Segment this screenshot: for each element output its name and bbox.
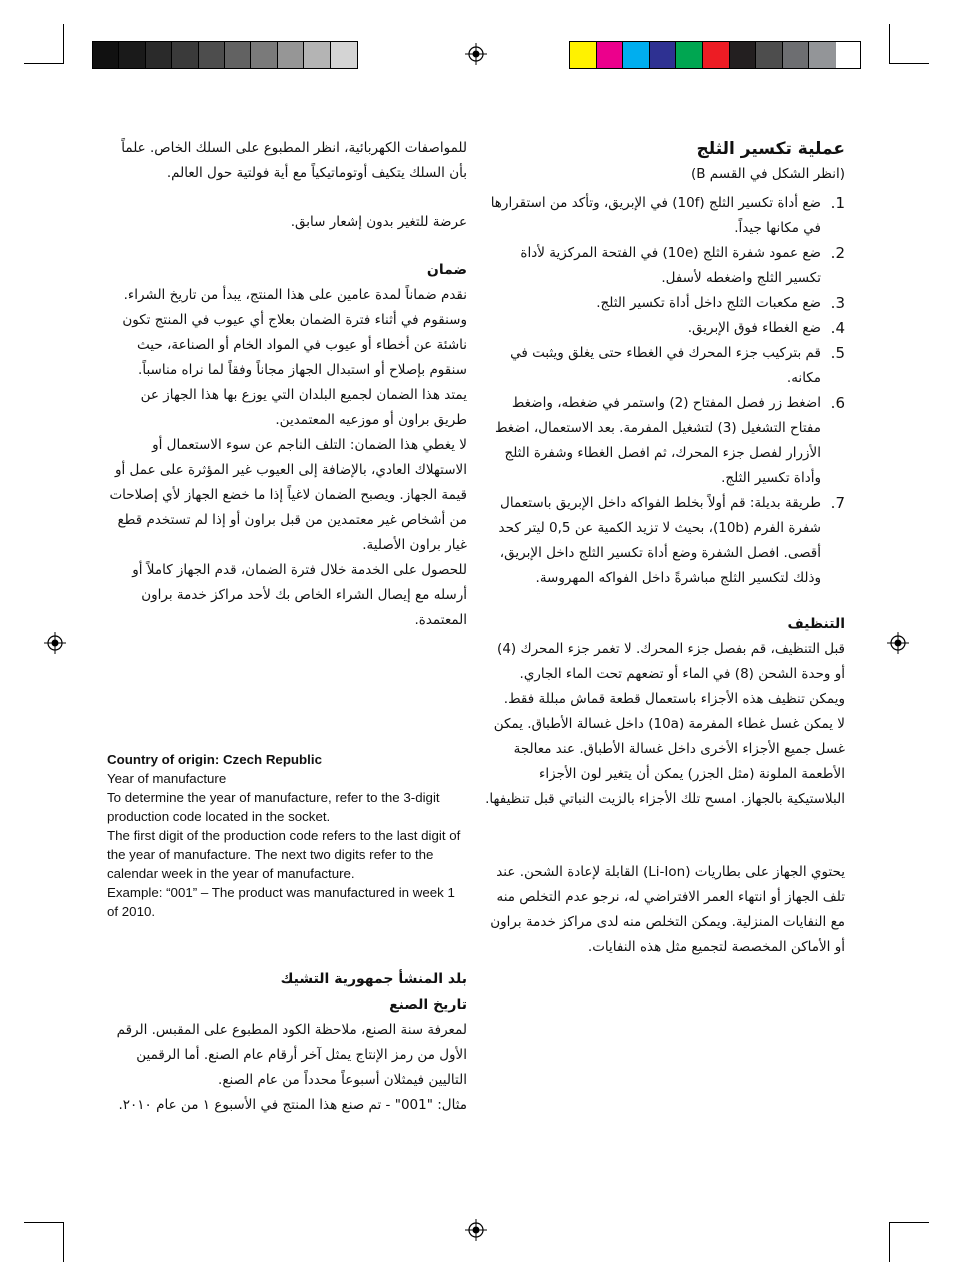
crop-mark [63,24,64,64]
origin-country-en: Country of origin: Czech Republic [107,752,322,767]
crop-mark [24,1222,64,1223]
crop-mark [889,63,929,64]
origin-paragraph-ar: مثال: "001" - تم صنع هذا المنتج في الأسبوع ١ من عام ٢٠١٠. [118,1097,467,1113]
crop-mark [889,1222,929,1223]
list-item: 7. طريقة بديلة: قم أولاً بخلط الفواكه داخل الإبريق باستعمال شفرة الفرم (10b)، بحيث لا تزيد الكمية عن 0,5 ليتر كحد أقصى. افصل الشفرة وضع أداة تكسير الثلج داخل الإبريق، وذلك لتكسير الثلج مباشرةً داخل الفواكه المهروسة. [498,494,845,586]
origin-year-en: Year of manufacture [107,771,227,786]
registration-mark-icon [465,43,487,65]
list-item: 2. ضع عمود شفرة الثلج (10e) في الفتحة المركزية لأداة تكسير الثلج واضغطه لأسفل. [520,244,845,286]
crop-mark [24,63,64,64]
color-swatch [199,42,225,68]
color-swatch [570,42,597,68]
color-swatch [225,42,251,68]
color-swatch [93,42,119,68]
change-notice: عرضة للتغير بدون إشعار سابق. [290,214,467,230]
color-swatch [172,42,198,68]
color-swatch [304,42,330,68]
battery-paragraph: يحتوي الجهاز على بطاريات (Li-Ion) القابلة لإعادة الشحن. عند تلف الجهاز أو انتهاء العمر الافتراضي له، نرجو عدم التخلص منه مع النفايات المنزلية. ويمكن التخلص منه لدى مراكز خدمة براون أو الأماكن المخصصة لتجميع مثل هذه النفايات. [490,864,845,955]
color-swatch [730,42,757,68]
registration-mark-icon [465,1219,487,1241]
origin-english-block [107,750,467,921]
color-swatch [597,42,624,68]
ice-crushing-reference: (انظر الشكل في القسم B) [690,166,845,182]
ice-crushing-steps [485,191,845,591]
crop-mark [889,24,890,64]
list-item: 4. ضع الغطاء فوق الإبريق. [687,319,845,337]
color-swatch [703,42,730,68]
color-bar [569,41,861,69]
warranty-paragraph: نقدم ضماناً لمدة عامين على هذا المنتج، يبدأ من تاريخ الشراء. وسنقوم في أثناء فترة الضمان بعلاج أي عيوب في المنتج تكون ناشئة عن أخطاء أو عيوب في المواد الخام أو الصناعة، حيث سنقوم بإصلاح أو استبدال الجهاز مجاناً وفقاً لما نراه مناسباً. [122,287,467,378]
color-swatch [756,42,783,68]
cleaning-title: التنظيف [787,616,845,632]
color-swatch [809,42,836,68]
cleaning-paragraph: لا يمكن غسل غطاء المفرمة (10a) داخل غسالة الأطباق. يمكن غسل جميع الأجزاء الأخرى داخل غسالة الأطباق. عند معالجة الأطعمة الملونة (مثل الجزر) يمكن أن يتغير لون الأجزاء البلاستيكية بالجهاز. امسح تلك الأجزاء بالزيت النباتي قبل تنظيفها. [485,716,845,807]
warranty-paragraph: يمتد هذا الضمان لجميع البلدان التي يوزع بها هذا الجهاز عن طريق براون أو موزعيه المعتمدين. [140,387,467,428]
color-swatch [783,42,810,68]
origin-paragraph-ar: لمعرفة سنة الصنع، ملاحظة الكود المطبوع على المقبس. الرقم الأول من رمز الإنتاج يمثل آخر أرقام عام الصنع. أما الرقمين التاليين فيمثلان أسبوعاً محدداً من عام الصنع. [116,1022,467,1088]
origin-year-ar: تاريخ الصنع [389,997,467,1013]
crop-mark [63,1222,64,1262]
left-column [107,136,467,633]
origin-paragraph-en: To determine the year of manufacture, refer to the 3-digit production code located in the socket. [107,790,440,824]
registration-mark-icon [887,632,909,654]
registration-mark-icon [44,632,66,654]
right-column [485,136,845,960]
origin-arabic-block [107,966,467,1118]
color-swatch [623,42,650,68]
color-swatch [278,42,304,68]
ice-crushing-title: عملية تكسير الثلج [696,139,845,159]
warranty-title: ضمان [426,262,467,278]
color-swatch [119,42,145,68]
color-swatch [251,42,277,68]
color-swatch [331,42,357,68]
list-item: 5. قم بتركيب جزء المحرك في الغطاء حتى يغلق ويثبت في مكانه. [510,344,845,386]
list-item: 3. ضع مكعبات الثلج داخل أداة تكسير الثلج. [596,294,845,312]
cleaning-paragraph: قبل التنظيف، قم بفصل جزء المحرك. لا تغمر جزء المحرك (4) أو وحدة الشحن (8) في الماء أو تضعهم تحت الماء الجاري. ويمكن تنظيف هذه الأجزاء باستعمال قطعة قماش مبللة فقط. [497,641,845,707]
color-swatch [146,42,172,68]
grayscale-bar [92,41,358,69]
specs-paragraph: للمواصفات الكهربائية، انظر المطبوع على السلك الخاص. علماً بأن السلك يتكيف أوتوماتيكياً مع أية فولتية حول العالم. [121,140,467,181]
color-swatch [650,42,677,68]
color-swatch [676,42,703,68]
crop-mark [889,1222,890,1262]
origin-country-ar: بلد المنشأ جمهورية التشيك [280,971,467,987]
warranty-paragraph: لا يغطي هذا الضمان: التلف الناجم عن سوء الاستعمال أو الاستهلاك العادي، بالإضافة إلى العيوب غير المؤثرة على عمل أو قيمة الجهاز. ويصبح الضمان لاغياً إذا ما خضع الجهاز لأي إصلاحات من أشخاص غير معتمدين من قبل براون أو إذا لم تستخدم قطع غيار براون الأصلية. [109,437,467,553]
warranty-paragraph: للحصول على الخدمة خلال فترة الضمان، قدم الجهاز كاملاً أو أرسله مع إيصال الشراء الخاص بك لأحد مراكز خدمة براون المعتمدة. [132,562,467,628]
list-item: 6. اضغط زر فصل المفتاح (2) واستمر في ضغطه، واضغط مفتاح التشغيل (3) لتشغيل المفرمة. بعد الاستعمال، اضغط الأزرار لفصل جزء المحرك، ثم افصل الغطاء وشفرة الثلج وأداة تكسير الثلج. [494,394,845,486]
list-item: 1. ضع أداة تكسير الثلج (10f) في الإبريق، وتأكد من استقرارها في مكانها جيداً. [490,194,845,236]
origin-paragraph-en: The first digit of the production code refers to the last digit of the year of manufacture. The next two digits refer to the calendar week in the year of manufacture. [107,828,461,881]
origin-paragraph-en: Example: “001” – The product was manufactured in week 1 of 2010. [107,885,455,919]
